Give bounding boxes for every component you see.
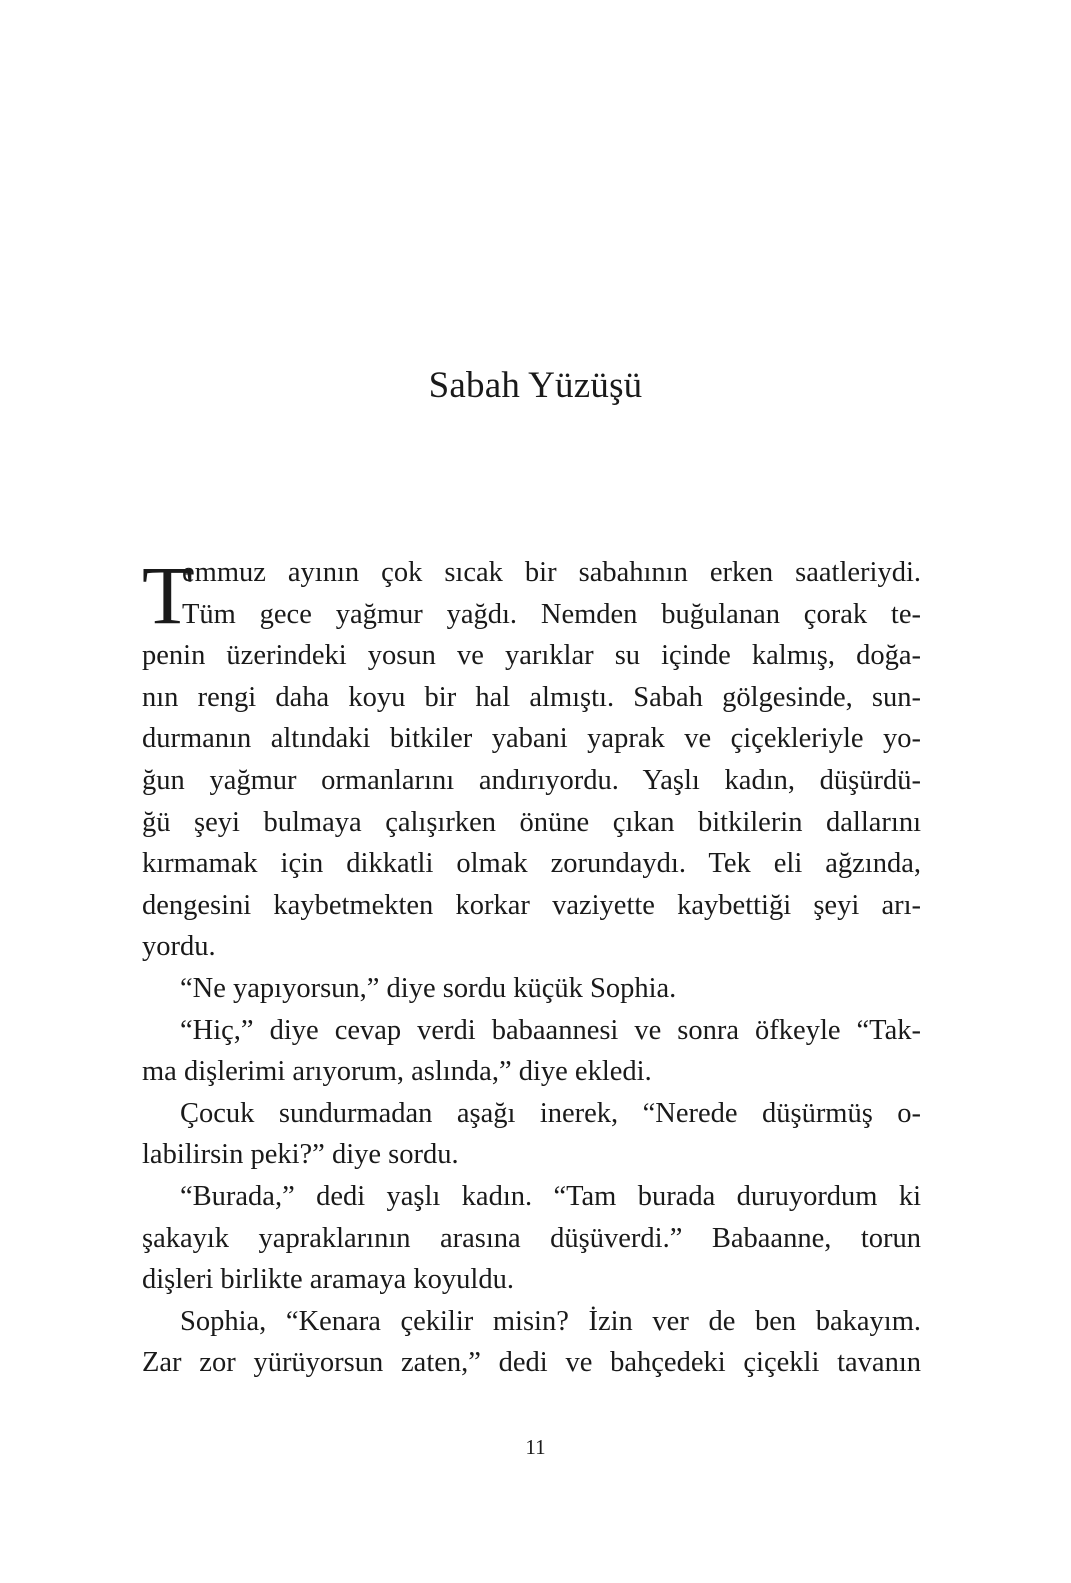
text-line: emmuz ayının çok sıcak bir sabahının erken saatleriydi. [182,557,921,588]
text-line: dengesini kaybetmekten korkar vaziyette kaybettiği şeyi arı- [142,889,921,921]
chapter-title: Sabah Yüzüşü [428,365,643,406]
text-line: kırmamak için dikkatli olmak zorundaydı. Tek eli ağzında, [142,848,921,880]
text-line: penin üzerindeki yosun ve yarıklar su içinde kalmış, doğa- [142,640,921,672]
text-line: nın rengi daha koyu bir hal almıştı. Sabah gölgesinde, sun- [142,681,921,713]
text-line: dişleri birlikte aramaya koyuldu. [142,1264,514,1296]
text-line: “Burada,” dedi yaşlı kadın. “Tam burada duruyordum ki [180,1180,921,1212]
drop-cap: T [142,549,193,641]
text-line: ma dişlerimi arıyorum, aslında,” diye ekledi. [142,1056,652,1088]
text-line: Sophia, “Kenara çekilir misin? İzin ver de ben bakayım. [180,1305,921,1337]
text-line: “Ne yapıyorsun,” diye sordu küçük Sophia. [180,972,677,1004]
text-line: labilirsin peki?” diye sordu. [142,1139,459,1171]
text-line: Çocuk sundurmadan aşağı inerek, “Nerede düşürmüş o- [180,1097,921,1129]
text-line: Zar zor yürüyorsun zaten,” dedi ve bahçedeki çiçekli tavanın [142,1347,921,1379]
page-number: 11 [525,1435,546,1459]
text-line: yordu. [142,931,216,963]
chapter-body [142,549,921,1384]
text-line: “Hiç,” diye cevap verdi babaannesi ve sonra öfkeyle “Tak- [180,1014,921,1046]
text-line: ğü şeyi bulmaya çalışırken önüne çıkan bitkilerin dallarını [142,806,921,838]
text-line: Tüm gece yağmur yağdı. Nemden buğulanan çorak te- [182,598,921,630]
text-line: durmanın altındaki bitkiler yabani yaprak ve çiçekleriyle yo- [142,723,921,755]
text-line: şakayık yapraklarının arasına düşüverdi.” Babaanne, torun [142,1222,921,1254]
text-line: ğun yağmur ormanlarını andırıyordu. Yaşlı kadın, düşürdü- [142,764,921,796]
